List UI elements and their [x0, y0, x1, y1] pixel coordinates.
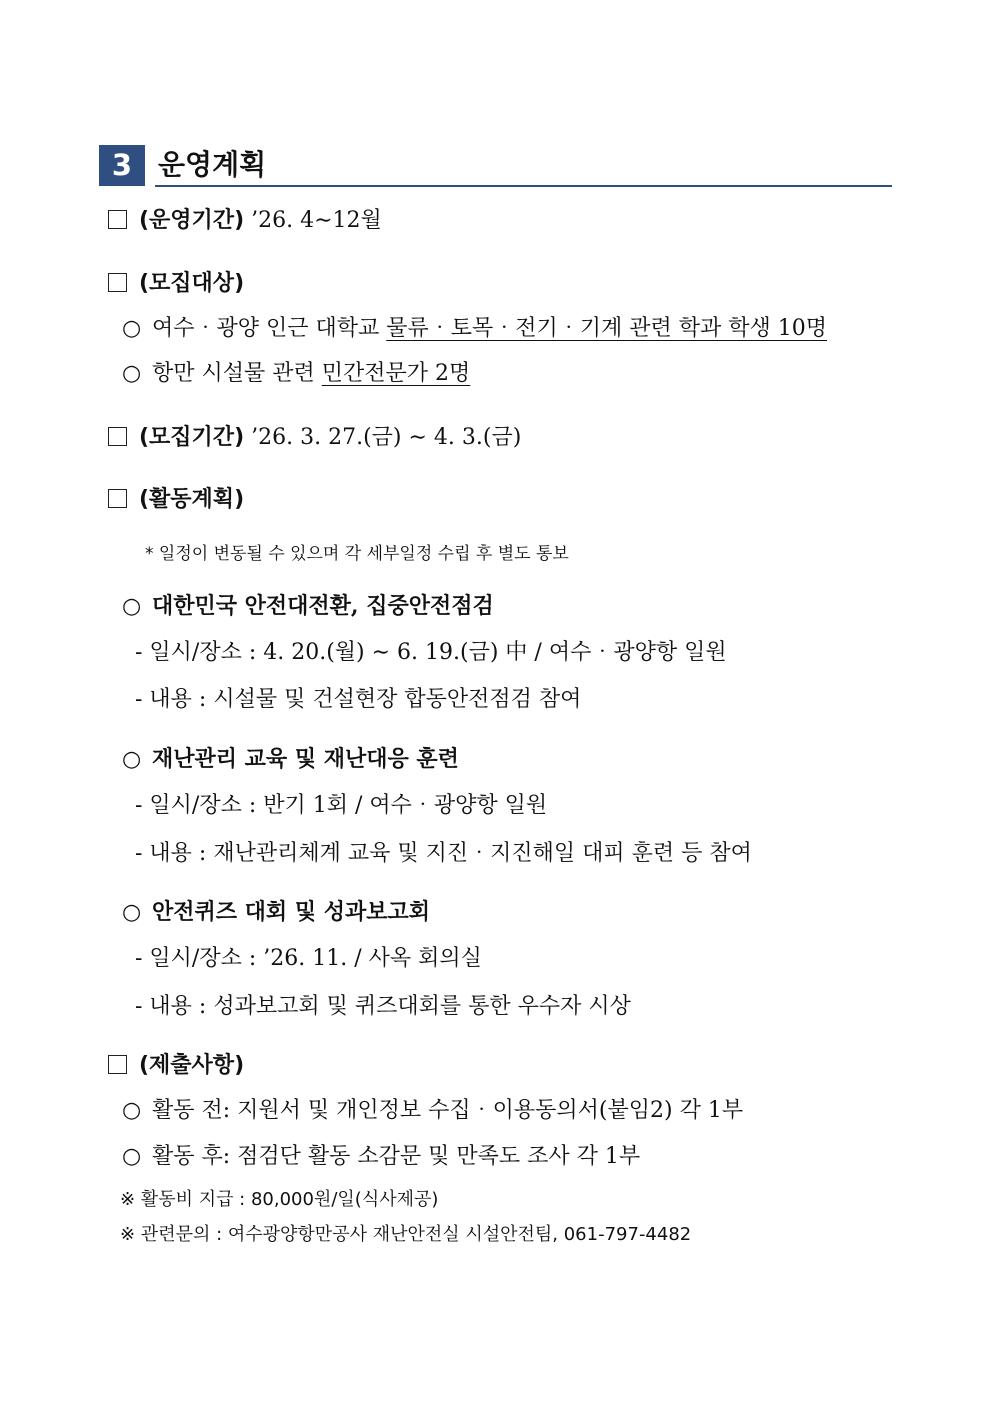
underlined-text: 민간전문가 2명 [321, 361, 471, 386]
heading-label: (모집기간) [139, 425, 245, 450]
circle-bullet-icon: ○ [122, 747, 142, 772]
checkbox-square-icon [108, 427, 127, 446]
circle-bullet-icon: ○ [122, 316, 142, 341]
section-title: 운영계획 [158, 148, 267, 181]
circle-bullet-icon: ○ [122, 1144, 142, 1169]
checkbox-square-icon [108, 1055, 127, 1074]
program-content: - 내용 : 성과보고회 및 퀴즈대회를 통한 우수자 시상 [135, 994, 631, 1019]
heading-label: (제출사항) [139, 1053, 245, 1078]
circle-bullet-icon: ○ [122, 594, 142, 619]
program-title: ○ 대한민국 안전대전환, 집중안전점검 [122, 591, 494, 622]
section-underline [155, 185, 892, 187]
heading-value: ’26. 3. 27.(금) ∼ 4. 3.(금) [251, 425, 522, 450]
program-content: - 내용 : 시설물 및 건설현장 합동안전점검 참여 [135, 687, 582, 712]
activity-note: * 일정이 변동될 수 있으며 각 세부일정 수립 후 별도 통보 [145, 544, 569, 564]
heading-label: (운영기간) [139, 208, 245, 233]
submit-item: ○ 활동 후: 점검단 활동 소감문 및 만족도 조사 각 1부 [122, 1142, 640, 1172]
heading-recruit [108, 423, 521, 453]
circle-bullet-icon: ○ [122, 361, 142, 386]
section-number: 3 [99, 145, 145, 186]
submit-item: ○ 활동 전: 지원서 및 개인정보 수집‧이용동의서(붙임2) 각 1부 [122, 1096, 743, 1126]
reference-note: ※ 활동비 지급 : 80,000원/일(식사제공) [120, 1189, 439, 1210]
program-schedule: - 일시/장소 : 4. 20.(월) ∼ 6. 19.(금) 中 / 여수‧광양항 일원 [135, 640, 727, 665]
underlined-text: 물류‧토목‧전기‧기계 관련 학과 학생 10명 [386, 316, 827, 341]
heading-target [108, 269, 244, 299]
heading-activity [108, 485, 244, 515]
program-content: - 내용 : 재난관리체계 교육 및 지진‧지진해일 대피 훈련 등 참여 [135, 841, 752, 866]
program-schedule: - 일시/장소 : ’26. 11. / 사옥 회의실 [135, 946, 482, 971]
heading-value: ’26. 4∼12월 [251, 208, 382, 233]
program-schedule: - 일시/장소 : 반기 1회 / 여수‧광양항 일원 [135, 793, 548, 818]
reference-note: ※ 관련문의 : 여수광양항만공사 재난안전실 시설안전팀, 061-797-4482 [120, 1224, 692, 1245]
program-title: ○ 재난관리 교육 및 재난대응 훈련 [122, 744, 459, 775]
circle-bullet-icon: ○ [122, 900, 142, 925]
target-item: ○ 여수‧광양 인근 대학교 물류‧토목‧전기‧기계 관련 학과 학생 10명 [122, 314, 827, 344]
checkbox-square-icon [108, 273, 127, 292]
heading-label: (활동계획) [139, 487, 245, 512]
heading-label: (모집대상) [139, 271, 245, 296]
target-item: ○ 항만 시설물 관련 민간전문가 2명 [122, 359, 470, 389]
heading-period [108, 206, 382, 236]
checkbox-square-icon [108, 489, 127, 508]
checkbox-square-icon [108, 210, 127, 229]
heading-submit [108, 1051, 244, 1081]
circle-bullet-icon: ○ [122, 1098, 142, 1123]
program-title: ○ 안전퀴즈 대회 및 성과보고회 [122, 897, 430, 928]
